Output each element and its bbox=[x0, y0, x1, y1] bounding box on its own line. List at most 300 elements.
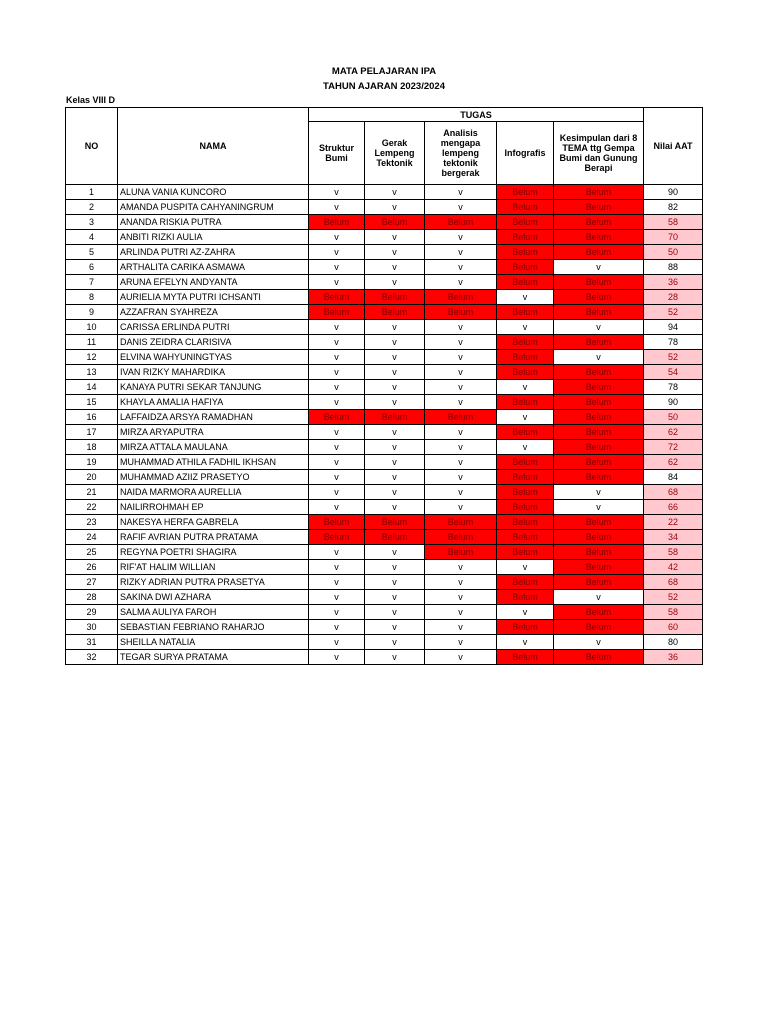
cell-analisis: v bbox=[425, 500, 497, 515]
cell-nama: IVAN RIZKY MAHARDIKA bbox=[118, 365, 309, 380]
cell-no: 10 bbox=[66, 320, 118, 335]
cell-infografis: v bbox=[497, 320, 554, 335]
table-row bbox=[66, 275, 703, 290]
table-row bbox=[66, 245, 703, 260]
cell-analisis: v bbox=[425, 185, 497, 200]
cell-kesimpulan: v bbox=[554, 590, 644, 605]
table-row bbox=[66, 530, 703, 545]
cell-nama: KANAYA PUTRI SEKAR TANJUNG bbox=[118, 380, 309, 395]
cell-kesimpulan: Belum bbox=[554, 395, 644, 410]
cell-infografis: Belum bbox=[497, 590, 554, 605]
cell-struktur-bumi: v bbox=[309, 200, 365, 215]
cell-infografis: Belum bbox=[497, 200, 554, 215]
cell-analisis: Belum bbox=[425, 290, 497, 305]
cell-nilai: 78 bbox=[644, 380, 703, 395]
table-row bbox=[66, 200, 703, 215]
cell-no: 19 bbox=[66, 455, 118, 470]
cell-analisis: v bbox=[425, 320, 497, 335]
cell-analisis: v bbox=[425, 590, 497, 605]
cell-infografis: Belum bbox=[497, 395, 554, 410]
cell-nama: SHEILLA NATALIA bbox=[118, 635, 309, 650]
cell-struktur-bumi: Belum bbox=[309, 290, 365, 305]
cell-nilai: 90 bbox=[644, 185, 703, 200]
cell-kesimpulan: Belum bbox=[554, 545, 644, 560]
cell-nilai: 62 bbox=[644, 455, 703, 470]
cell-infografis: v bbox=[497, 440, 554, 455]
table-row bbox=[66, 260, 703, 275]
cell-no: 1 bbox=[66, 185, 118, 200]
cell-infografis: v bbox=[497, 410, 554, 425]
cell-gerak-lempeng: v bbox=[365, 425, 425, 440]
cell-infografis: Belum bbox=[497, 275, 554, 290]
cell-nilai: 78 bbox=[644, 335, 703, 350]
cell-analisis: Belum bbox=[425, 515, 497, 530]
cell-nama: NAKESYA HERFA GABRELA bbox=[118, 515, 309, 530]
cell-nama: ARLINDA PUTRI AZ-ZAHRA bbox=[118, 245, 309, 260]
cell-no: 22 bbox=[66, 500, 118, 515]
cell-no: 15 bbox=[66, 395, 118, 410]
table-row bbox=[66, 590, 703, 605]
cell-struktur-bumi: Belum bbox=[309, 305, 365, 320]
cell-infografis: Belum bbox=[497, 260, 554, 275]
cell-struktur-bumi: v bbox=[309, 395, 365, 410]
cell-no: 17 bbox=[66, 425, 118, 440]
cell-nilai: 34 bbox=[644, 530, 703, 545]
cell-struktur-bumi: v bbox=[309, 620, 365, 635]
cell-struktur-bumi: v bbox=[309, 560, 365, 575]
cell-infografis: Belum bbox=[497, 530, 554, 545]
cell-nama: ALUNA VANIA KUNCORO bbox=[118, 185, 309, 200]
cell-infografis: v bbox=[497, 635, 554, 650]
cell-struktur-bumi: v bbox=[309, 590, 365, 605]
cell-no: 7 bbox=[66, 275, 118, 290]
cell-nilai: 84 bbox=[644, 470, 703, 485]
table-row bbox=[66, 545, 703, 560]
cell-nama: AZZAFRAN SYAHREZA bbox=[118, 305, 309, 320]
cell-kesimpulan: Belum bbox=[554, 605, 644, 620]
cell-struktur-bumi: Belum bbox=[309, 515, 365, 530]
cell-nilai: 52 bbox=[644, 350, 703, 365]
cell-struktur-bumi: v bbox=[309, 500, 365, 515]
cell-gerak-lempeng: v bbox=[365, 440, 425, 455]
cell-gerak-lempeng: v bbox=[365, 590, 425, 605]
cell-gerak-lempeng: v bbox=[365, 200, 425, 215]
table-row bbox=[66, 500, 703, 515]
cell-struktur-bumi: v bbox=[309, 230, 365, 245]
table-row bbox=[66, 560, 703, 575]
cell-infografis: Belum bbox=[497, 620, 554, 635]
cell-kesimpulan: v bbox=[554, 320, 644, 335]
cell-no: 27 bbox=[66, 575, 118, 590]
cell-kesimpulan: Belum bbox=[554, 530, 644, 545]
cell-analisis: Belum bbox=[425, 530, 497, 545]
table-row bbox=[66, 380, 703, 395]
cell-analisis: v bbox=[425, 575, 497, 590]
table-row bbox=[66, 335, 703, 350]
cell-struktur-bumi: v bbox=[309, 440, 365, 455]
cell-nilai: 88 bbox=[644, 260, 703, 275]
cell-kesimpulan: Belum bbox=[554, 215, 644, 230]
cell-nilai: 42 bbox=[644, 560, 703, 575]
cell-infografis: Belum bbox=[497, 245, 554, 260]
cell-gerak-lempeng: v bbox=[365, 650, 425, 665]
cell-struktur-bumi: Belum bbox=[309, 530, 365, 545]
cell-analisis: v bbox=[425, 485, 497, 500]
cell-nama: ARUNA EFELYN ANDYANTA bbox=[118, 275, 309, 290]
table-row bbox=[66, 365, 703, 380]
cell-kesimpulan: Belum bbox=[554, 515, 644, 530]
cell-nilai: 52 bbox=[644, 305, 703, 320]
table-row bbox=[66, 350, 703, 365]
table-row bbox=[66, 470, 703, 485]
cell-gerak-lempeng: v bbox=[365, 575, 425, 590]
cell-analisis: v bbox=[425, 440, 497, 455]
cell-no: 13 bbox=[66, 365, 118, 380]
cell-nama: AMANDA PUSPITA CAHYANINGRUM bbox=[118, 200, 309, 215]
cell-struktur-bumi: v bbox=[309, 365, 365, 380]
cell-nama: NAILIRROHMAH EP bbox=[118, 500, 309, 515]
header-analisis: Analisis mengapa lempeng tektonik bergerak bbox=[425, 122, 497, 185]
cell-infografis: Belum bbox=[497, 455, 554, 470]
cell-gerak-lempeng: v bbox=[365, 455, 425, 470]
cell-infografis: Belum bbox=[497, 425, 554, 440]
cell-infografis: Belum bbox=[497, 470, 554, 485]
cell-gerak-lempeng: v bbox=[365, 545, 425, 560]
cell-nilai: 36 bbox=[644, 650, 703, 665]
cell-struktur-bumi: v bbox=[309, 485, 365, 500]
cell-no: 24 bbox=[66, 530, 118, 545]
cell-no: 28 bbox=[66, 590, 118, 605]
cell-no: 20 bbox=[66, 470, 118, 485]
cell-nama: NAIDA MARMORA AURELLIA bbox=[118, 485, 309, 500]
cell-struktur-bumi: v bbox=[309, 260, 365, 275]
cell-kesimpulan: Belum bbox=[554, 470, 644, 485]
cell-nilai: 58 bbox=[644, 605, 703, 620]
cell-nama: RIZKY ADRIAN PUTRA PRASETYA bbox=[118, 575, 309, 590]
cell-nama: RIF'AT HALIM WILLIAN bbox=[118, 560, 309, 575]
cell-nama: SALMA AULIYA FAROH bbox=[118, 605, 309, 620]
table-row bbox=[66, 650, 703, 665]
cell-infografis: Belum bbox=[497, 500, 554, 515]
cell-analisis: v bbox=[425, 350, 497, 365]
cell-gerak-lempeng: v bbox=[365, 605, 425, 620]
cell-kesimpulan: Belum bbox=[554, 305, 644, 320]
cell-analisis: v bbox=[425, 455, 497, 470]
cell-gerak-lempeng: v bbox=[365, 500, 425, 515]
cell-kesimpulan: Belum bbox=[554, 440, 644, 455]
cell-nilai: 68 bbox=[644, 575, 703, 590]
cell-kesimpulan: v bbox=[554, 500, 644, 515]
cell-kesimpulan: Belum bbox=[554, 455, 644, 470]
cell-gerak-lempeng: Belum bbox=[365, 215, 425, 230]
cell-nama: ELVINA WAHYUNINGTYAS bbox=[118, 350, 309, 365]
table-row bbox=[66, 185, 703, 200]
cell-kesimpulan: Belum bbox=[554, 650, 644, 665]
cell-infografis: v bbox=[497, 560, 554, 575]
cell-struktur-bumi: v bbox=[309, 650, 365, 665]
cell-struktur-bumi: v bbox=[309, 455, 365, 470]
cell-analisis: v bbox=[425, 245, 497, 260]
cell-analisis: v bbox=[425, 275, 497, 290]
table-row bbox=[66, 290, 703, 305]
class-label: Kelas VIII D bbox=[66, 95, 116, 105]
cell-no: 25 bbox=[66, 545, 118, 560]
cell-infografis: v bbox=[497, 290, 554, 305]
cell-infografis: Belum bbox=[497, 650, 554, 665]
header-nama: NAMA bbox=[118, 108, 309, 185]
header-tugas: TUGAS bbox=[309, 108, 644, 122]
table-row bbox=[66, 425, 703, 440]
header-struktur-bumi: Struktur Bumi bbox=[309, 122, 365, 185]
header-nilai: Nilai AAT bbox=[644, 108, 703, 185]
cell-kesimpulan: Belum bbox=[554, 290, 644, 305]
cell-kesimpulan: v bbox=[554, 635, 644, 650]
cell-nama: MUHAMMAD AZIIZ PRASETYO bbox=[118, 470, 309, 485]
cell-no: 18 bbox=[66, 440, 118, 455]
cell-kesimpulan: Belum bbox=[554, 620, 644, 635]
cell-kesimpulan: v bbox=[554, 260, 644, 275]
cell-struktur-bumi: v bbox=[309, 245, 365, 260]
cell-analisis: v bbox=[425, 230, 497, 245]
cell-nilai: 90 bbox=[644, 395, 703, 410]
cell-nama: ANANDA RISKIA PUTRA bbox=[118, 215, 309, 230]
cell-gerak-lempeng: v bbox=[365, 260, 425, 275]
table-row bbox=[66, 395, 703, 410]
cell-gerak-lempeng: v bbox=[365, 185, 425, 200]
table-row bbox=[66, 485, 703, 500]
cell-infografis: Belum bbox=[497, 305, 554, 320]
cell-struktur-bumi: v bbox=[309, 470, 365, 485]
header-kesimpulan: Kesimpulan dari 8 TEMA ttg Gempa Bumi dan Gunung Berapi bbox=[554, 122, 644, 185]
cell-no: 31 bbox=[66, 635, 118, 650]
cell-nama: MIRZA ATTALA MAULANA bbox=[118, 440, 309, 455]
cell-struktur-bumi: Belum bbox=[309, 410, 365, 425]
cell-gerak-lempeng: Belum bbox=[365, 410, 425, 425]
cell-infografis: Belum bbox=[497, 575, 554, 590]
cell-struktur-bumi: v bbox=[309, 425, 365, 440]
cell-nama: ANBITI RIZKI AULIA bbox=[118, 230, 309, 245]
cell-infografis: v bbox=[497, 605, 554, 620]
cell-nama: LAFFAIDZA ARSYA RAMADHAN bbox=[118, 410, 309, 425]
cell-nilai: 66 bbox=[644, 500, 703, 515]
cell-struktur-bumi: v bbox=[309, 185, 365, 200]
cell-analisis: v bbox=[425, 560, 497, 575]
cell-struktur-bumi: v bbox=[309, 350, 365, 365]
cell-kesimpulan: Belum bbox=[554, 200, 644, 215]
cell-no: 9 bbox=[66, 305, 118, 320]
cell-kesimpulan: Belum bbox=[554, 560, 644, 575]
document-title: MATA PELAJARAN IPA bbox=[331, 66, 437, 77]
cell-no: 11 bbox=[66, 335, 118, 350]
cell-nilai: 62 bbox=[644, 425, 703, 440]
cell-nilai: 22 bbox=[644, 515, 703, 530]
cell-analisis: v bbox=[425, 605, 497, 620]
cell-nilai: 60 bbox=[644, 620, 703, 635]
cell-struktur-bumi: Belum bbox=[309, 215, 365, 230]
cell-infografis: Belum bbox=[497, 365, 554, 380]
table-row bbox=[66, 620, 703, 635]
table-row bbox=[66, 455, 703, 470]
cell-gerak-lempeng: v bbox=[365, 635, 425, 650]
cell-gerak-lempeng: v bbox=[365, 380, 425, 395]
table-row bbox=[66, 515, 703, 530]
cell-gerak-lempeng: Belum bbox=[365, 515, 425, 530]
cell-nilai: 36 bbox=[644, 275, 703, 290]
cell-no: 5 bbox=[66, 245, 118, 260]
cell-analisis: v bbox=[425, 650, 497, 665]
cell-nilai: 54 bbox=[644, 365, 703, 380]
cell-gerak-lempeng: v bbox=[365, 620, 425, 635]
cell-struktur-bumi: v bbox=[309, 635, 365, 650]
cell-struktur-bumi: v bbox=[309, 380, 365, 395]
cell-nama: REGYNA POETRI SHAGIRA bbox=[118, 545, 309, 560]
cell-nama: MIRZA ARYAPUTRA bbox=[118, 425, 309, 440]
cell-analisis: v bbox=[425, 380, 497, 395]
table-row bbox=[66, 215, 703, 230]
cell-infografis: v bbox=[497, 380, 554, 395]
cell-analisis: Belum bbox=[425, 410, 497, 425]
cell-no: 8 bbox=[66, 290, 118, 305]
cell-nama: MUHAMMAD ATHILA FADHIL IKHSAN bbox=[118, 455, 309, 470]
cell-kesimpulan: Belum bbox=[554, 425, 644, 440]
cell-gerak-lempeng: v bbox=[365, 350, 425, 365]
cell-kesimpulan: Belum bbox=[554, 275, 644, 290]
cell-analisis: v bbox=[425, 395, 497, 410]
cell-no: 26 bbox=[66, 560, 118, 575]
cell-nama: KHAYLA AMALIA HAFIYA bbox=[118, 395, 309, 410]
table-row bbox=[66, 305, 703, 320]
cell-kesimpulan: Belum bbox=[554, 230, 644, 245]
cell-gerak-lempeng: v bbox=[365, 395, 425, 410]
cell-nama: CARISSA ERLINDA PUTRI bbox=[118, 320, 309, 335]
cell-nama: DANIS ZEIDRA CLARISIVA bbox=[118, 335, 309, 350]
cell-nilai: 28 bbox=[644, 290, 703, 305]
cell-struktur-bumi: v bbox=[309, 575, 365, 590]
cell-kesimpulan: Belum bbox=[554, 410, 644, 425]
cell-struktur-bumi: v bbox=[309, 335, 365, 350]
cell-struktur-bumi: v bbox=[309, 320, 365, 335]
cell-kesimpulan: Belum bbox=[554, 380, 644, 395]
cell-nama: SEBASTIAN FEBRIANO RAHARJO bbox=[118, 620, 309, 635]
cell-no: 6 bbox=[66, 260, 118, 275]
cell-analisis: v bbox=[425, 425, 497, 440]
cell-no: 12 bbox=[66, 350, 118, 365]
cell-struktur-bumi: v bbox=[309, 605, 365, 620]
cell-infografis: Belum bbox=[497, 335, 554, 350]
cell-no: 14 bbox=[66, 380, 118, 395]
header-gerak-lempeng: Gerak Lempeng Tektonik bbox=[365, 122, 425, 185]
table-row bbox=[66, 410, 703, 425]
cell-analisis: v bbox=[425, 470, 497, 485]
cell-no: 32 bbox=[66, 650, 118, 665]
cell-gerak-lempeng: Belum bbox=[365, 290, 425, 305]
header-no: NO bbox=[66, 108, 118, 185]
table-row bbox=[66, 440, 703, 455]
cell-nilai: 94 bbox=[644, 320, 703, 335]
cell-infografis: Belum bbox=[497, 215, 554, 230]
cell-infografis: Belum bbox=[497, 545, 554, 560]
cell-infografis: Belum bbox=[497, 230, 554, 245]
cell-kesimpulan: v bbox=[554, 350, 644, 365]
cell-nilai: 52 bbox=[644, 590, 703, 605]
cell-analisis: v bbox=[425, 365, 497, 380]
cell-kesimpulan: Belum bbox=[554, 575, 644, 590]
cell-infografis: Belum bbox=[497, 485, 554, 500]
cell-nama: ARTHALITA CARIKA ASMAWA bbox=[118, 260, 309, 275]
cell-no: 4 bbox=[66, 230, 118, 245]
cell-nama: AURIELIA MYTA PUTRI ICHSANTI bbox=[118, 290, 309, 305]
header-infografis: Infografis bbox=[497, 122, 554, 185]
table-body bbox=[66, 185, 703, 665]
cell-nilai: 58 bbox=[644, 545, 703, 560]
cell-gerak-lempeng: v bbox=[365, 245, 425, 260]
cell-no: 23 bbox=[66, 515, 118, 530]
cell-nilai: 80 bbox=[644, 635, 703, 650]
cell-gerak-lempeng: v bbox=[365, 335, 425, 350]
table-row bbox=[66, 320, 703, 335]
cell-struktur-bumi: v bbox=[309, 275, 365, 290]
cell-nilai: 72 bbox=[644, 440, 703, 455]
cell-gerak-lempeng: Belum bbox=[365, 305, 425, 320]
cell-analisis: v bbox=[425, 335, 497, 350]
cell-gerak-lempeng: Belum bbox=[365, 530, 425, 545]
cell-analisis: v bbox=[425, 260, 497, 275]
cell-nama: TEGAR SURYA PRATAMA bbox=[118, 650, 309, 665]
cell-nilai: 58 bbox=[644, 215, 703, 230]
cell-analisis: v bbox=[425, 200, 497, 215]
school-year: TAHUN AJARAN 2023/2024 bbox=[323, 81, 445, 92]
cell-gerak-lempeng: v bbox=[365, 560, 425, 575]
table-row bbox=[66, 230, 703, 245]
cell-no: 21 bbox=[66, 485, 118, 500]
cell-analisis: v bbox=[425, 620, 497, 635]
cell-kesimpulan: Belum bbox=[554, 185, 644, 200]
table-row bbox=[66, 635, 703, 650]
cell-nilai: 82 bbox=[644, 200, 703, 215]
cell-analisis: v bbox=[425, 635, 497, 650]
grades-table bbox=[65, 107, 703, 665]
cell-gerak-lempeng: v bbox=[365, 365, 425, 380]
cell-no: 2 bbox=[66, 200, 118, 215]
cell-infografis: Belum bbox=[497, 185, 554, 200]
cell-analisis: Belum bbox=[425, 215, 497, 230]
cell-nilai: 70 bbox=[644, 230, 703, 245]
cell-nilai: 68 bbox=[644, 485, 703, 500]
cell-kesimpulan: v bbox=[554, 485, 644, 500]
cell-nilai: 50 bbox=[644, 410, 703, 425]
cell-no: 30 bbox=[66, 620, 118, 635]
cell-no: 16 bbox=[66, 410, 118, 425]
cell-gerak-lempeng: v bbox=[365, 320, 425, 335]
cell-kesimpulan: Belum bbox=[554, 365, 644, 380]
cell-infografis: Belum bbox=[497, 350, 554, 365]
cell-nama: RAFIF AVRIAN PUTRA PRATAMA bbox=[118, 530, 309, 545]
cell-gerak-lempeng: v bbox=[365, 275, 425, 290]
cell-analisis: Belum bbox=[425, 545, 497, 560]
cell-infografis: Belum bbox=[497, 515, 554, 530]
cell-nama: SAKINA DWI AZHARA bbox=[118, 590, 309, 605]
cell-struktur-bumi: v bbox=[309, 545, 365, 560]
cell-no: 3 bbox=[66, 215, 118, 230]
cell-no: 29 bbox=[66, 605, 118, 620]
cell-gerak-lempeng: v bbox=[365, 485, 425, 500]
table-row bbox=[66, 575, 703, 590]
cell-gerak-lempeng: v bbox=[365, 470, 425, 485]
cell-kesimpulan: Belum bbox=[554, 335, 644, 350]
cell-kesimpulan: Belum bbox=[554, 245, 644, 260]
table-row bbox=[66, 605, 703, 620]
cell-nilai: 50 bbox=[644, 245, 703, 260]
